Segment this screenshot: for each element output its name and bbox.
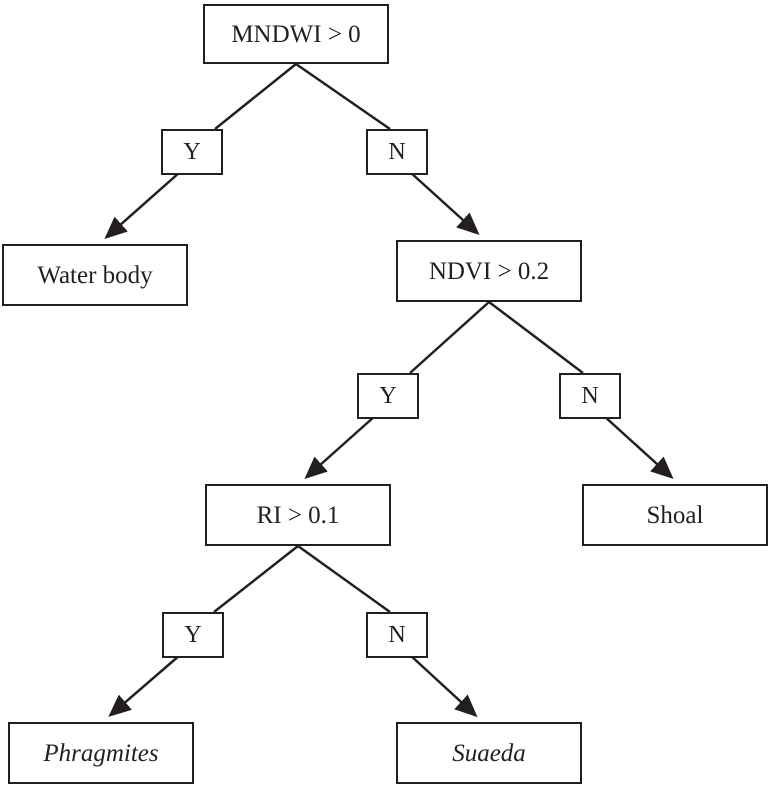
node-mndwi-label: MNDWI > 0 bbox=[231, 20, 361, 48]
edge-mndwi-yes-lower bbox=[110, 172, 180, 234]
branch-label-ndvi-no bbox=[559, 373, 621, 419]
branch-label-ri-yes bbox=[162, 612, 224, 658]
edge-mndwi-no-lower bbox=[410, 172, 474, 230]
edge-ri-yes-upper bbox=[214, 546, 298, 612]
node-shoal bbox=[582, 484, 768, 546]
branch-label-mndwi-no bbox=[366, 129, 428, 175]
node-water-body bbox=[2, 244, 188, 306]
node-suaeda-label: Suaeda bbox=[452, 739, 526, 767]
branch-label-mndwi-no-text: N bbox=[388, 139, 406, 165]
branch-label-ndvi-yes bbox=[357, 373, 419, 419]
branch-label-ri-no bbox=[366, 612, 428, 658]
node-ndvi-label: NDVI > 0.2 bbox=[428, 257, 550, 285]
node-phragmites-label: Phragmites bbox=[43, 739, 159, 767]
node-suaeda bbox=[396, 722, 582, 784]
edge-ri-no-upper bbox=[298, 546, 390, 612]
branch-label-ri-no-text: N bbox=[388, 622, 406, 648]
node-mndwi bbox=[203, 4, 389, 64]
edge-ndvi-yes-upper bbox=[410, 302, 489, 373]
branch-label-ri-yes-text: Y bbox=[184, 622, 202, 648]
edge-ri-no-lower bbox=[410, 655, 472, 712]
node-phragmites bbox=[8, 722, 194, 784]
branch-label-ndvi-yes-text: Y bbox=[379, 383, 397, 409]
node-water-body-label: Water body bbox=[37, 261, 153, 289]
branch-label-ndvi-no-text: N bbox=[581, 383, 599, 409]
edge-ri-yes-lower bbox=[114, 655, 180, 712]
edge-mndwi-no-upper bbox=[296, 64, 390, 129]
branch-label-mndwi-yes bbox=[161, 129, 223, 175]
node-ri-label: RI > 0.1 bbox=[256, 501, 340, 529]
branch-label-mndwi-yes-text: Y bbox=[183, 139, 201, 165]
edge-mndwi-yes-upper bbox=[215, 64, 296, 129]
node-ndvi bbox=[396, 240, 582, 302]
node-ri bbox=[205, 484, 391, 546]
edge-ndvi-no-upper bbox=[489, 302, 583, 373]
edge-ndvi-no-lower bbox=[604, 416, 668, 474]
edge-ndvi-yes-lower bbox=[310, 416, 375, 474]
node-shoal-label: Shoal bbox=[646, 501, 704, 529]
